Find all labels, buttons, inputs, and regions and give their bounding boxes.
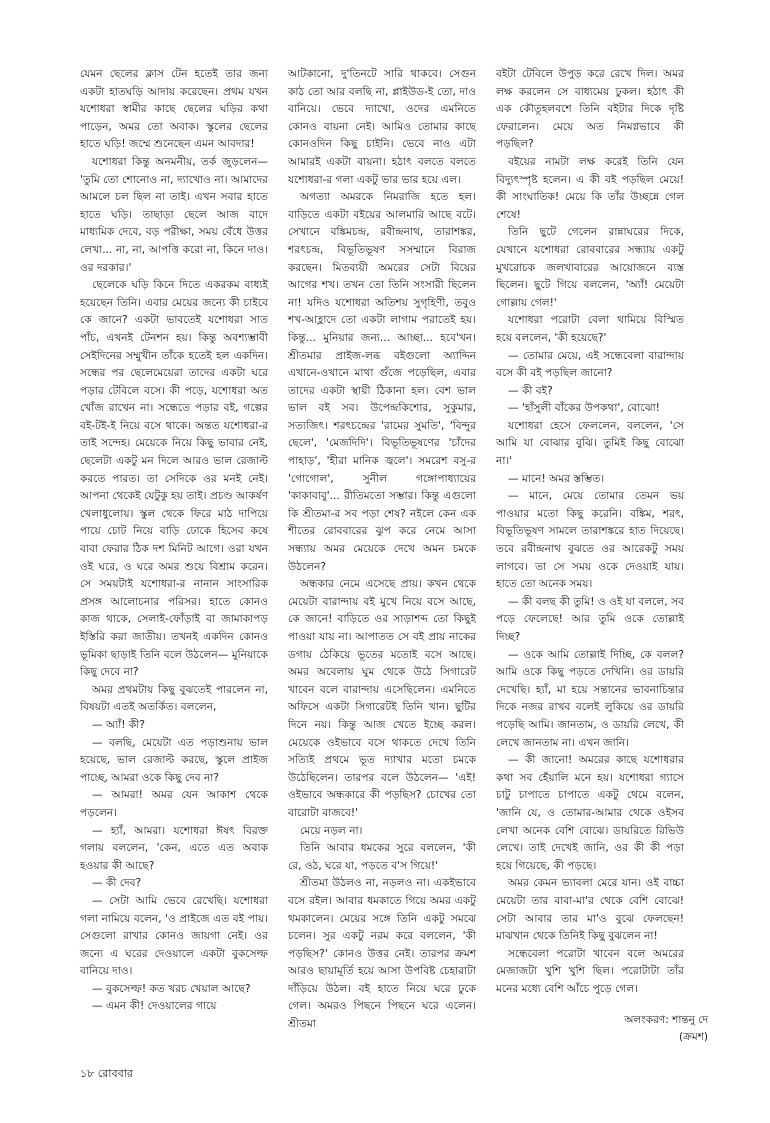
paragraph: — বুকসেল্ফ! কত খরচ খেয়াল আছে? — [92, 982, 251, 995]
paragraph: যেমন ছেলের ক্লাস টেন হতেই তার জন্য একটা হাতঘড়ি আদায় করেছেন। প্রথম যখন যশোধরা স্বামীর কাছে ছেলের ঘড়ির কথা পাড়েন, অমর তো অবাক। স্কুলের ছেলের হাতে ঘড়ি! জম্মে শুনেছেন এমন আবদার! — [80, 68, 268, 151]
paragraph: সন্ধেবেলা পরোটা খাবেন বলে অমরের মেজাজটা খুশি খুশি ছিল। পরোটাটা তাঁর মনের মধ্যে বেশি আঁচে পুড়ে গেল। — [496, 947, 684, 995]
paragraph: অন্ধকার নেমে এসেছে প্রায়। কখন থেকে মেয়েটা বারান্দায় বই মুখে নিয়ে বসে আছে, কে জানে! বাড়িতে ওর সাড়াশব্দ তো কিছুই পাওয়া যায় না। আপাতত সে বই প্রায় নাকের ডগায় ঠেকিয়ে ভূতের মতোই বসে আছে। অমর অবেলায় ঘুম থেকে উঠে সিগারেট খাবেন বলে বারান্দায় এসেছিলেন। এমনিতে অফিসে একটা সিগারেটই তিনি খান। ছুটির দিনে নয়। কিন্তু আজ খেতে ইচ্ছে করল। মেয়েকে ওইভাবে বসে থাকতে দেখে তিনি সত্যিই প্রথমে ভূত দ্যাখার মতো চমকে উঠেছিলেন। তারপর বলে উঠলেন— 'এই! ওইভাবে অন্ধকারে কী পড়ছিস? চোখের তো বারোটা বাজবে!' — [288, 578, 476, 819]
paragraph: — ওকে আমি তোল্লাই দিচ্ছি, কে বলল? আমি ওকে কিছু পড়তে দেখিনি। ওর ডায়রি দেখেছি। হ্যাঁ, মা হয়ে সন্তানের ভাবনাচিন্তার দিকে নজর রাখব বলেই লুকিয়ে ওর ডায়রি পড়েছি আমি। জানতাম, ও ডায়রি লেখে, কী লেখে জানতাম না। এখন জানি। — [496, 648, 684, 749]
paragraph: যশোধরা কিন্তু অনমনীয়, তর্ক জুড়লেন— 'তুমি তো শোনোও না, দ্যাখোও না। আমাদের আমলে চল ছিল না তাই। এখন সবার হাতে হাতে ঘড়ি। তাছাড়া ছেলে আজ বাদে মাধ্যমিক দেবে, বড় পরীক্ষা, সময় বেঁধে উত্তর লেখা... না, না, আপত্তি করো না, কিনে দাও। ওর দরকার।' — [80, 155, 268, 274]
paragraph: — তোমার মেয়ে, এই সন্ধেবেলা বারান্দায় বসে কী বই পড়ছিল জানো? — [496, 349, 684, 380]
paragraph: — সেটা আমি ভেবে রেখেছি। যশোধরা গলা নামিয়ে বলেন, 'ও প্রাইজে এত বই পায়। সেগুলো রাখার কোনও জায়গা নেই। ওর জন্যে এ ঘরের দেওয়ালে একটা বুকসেল্ফ বানিয়ে দাও। — [80, 894, 268, 978]
paragraph: — 'হাঁসুলী বাঁকের উপকথা', বোঝো! — [508, 402, 660, 415]
column-1 — [80, 66, 268, 1013]
paragraph: তিনি আবার ধমকের সুরে বললেন, 'কী রে, ওঠ, ঘরে যা, পড়তে ব'স গিয়ে!' — [288, 842, 476, 872]
paragraph: অমর প্রথমটায় কিছু বুঝতেই পারলেন না, বিষয়টা এতই অতর্কিত। বললেন, — [80, 683, 268, 714]
paragraph: মেয়ে নড়ল না। — [300, 824, 363, 837]
paragraph: ছেলেকে ঘড়ি কিনে দিতে একরকম বাধ্যই হয়েছেন তিনি। এবার মেয়ের জন্যে কী চাইবে কে জানে? একটা ভাবতেই যশোধরা সাত পাঁচ, এখনই টেনশন হয়। কিন্তু অবশ্যম্ভাবী সেইদিনের সম্মুখীন তাঁকে হতেই হল একদিন। সন্ধের পর ছেলেমেয়েরা তাদের একটা ঘরে পড়ার টেবিলে বসে। কী পড়ে, যশোধরা অত খোঁজ রাখেন না। সন্ধেতে পড়ার বই, গল্পের বই-টই-ই নিয়ে বসে থাকে। অন্তত যশোধরা-র তাই সন্দেহ। মেয়েকে নিয়ে কিছু ভাবার নেই, ছেলেটা একটু মন দিলে আরও ভাল রেজাল্ট করতে পারত। তা সেদিকে ওর মনই নেই। আপনা থেকেই যেটুকু হয় তাই। প্রচণ্ড আকর্ষণ খেলাধুলোয়। স্কুল থেকে ফিরে মাঠ দাপিয়ে পায়ে চোট নিয়ে বাড়ি ঢোকে হিসেব কষে বাবা ফেরার ঠিক দশ মিনিট আগে। ওরা যখন ওই ঘরে, ও ঘরে অমর শুয়ে বিশ্রাম করেন। সে সময়টাই যশোধরা-র নানান সাংসারিক প্রসঙ্গ আলোচনার পরিসর। হাতে কোনও কাজ থাকে, সেলাই-ফোঁড়াই বা জামাকাপড় ইস্তিরি করা জাতীয়। তখনই একদিন কোনও ভূমিকা ছাড়াই তিনি বলে উঠলেন— মুনিয়াকে কিছু দেবে না? — [80, 279, 268, 679]
paragraph: — এমন কী! দেওয়ালের গায়ে — [92, 1000, 217, 1013]
paragraph: — মানে! অমর স্তম্ভিত। — [508, 472, 605, 485]
paragraph: — বলছি, মেয়েটা এত পড়াশুনায় ভাল হয়েছে, ভাল রেজাল্ট করছে, স্কুলে প্রাইজ পাচ্ছে, আমরা ওকে কিছু দেব না? — [80, 736, 268, 784]
illustrator-name: অলংকরণ: শান্তনু দে — [624, 1014, 708, 1026]
paragraph: শ্রীতমা উঠলও না, নড়লও না। একইভাবে বসে রইল। আবার ধমকাতে গিয়ে অমর একটু থমকালেন। মেয়ের সঙ্গে তিনি একটু সমঝে চলেন। সুর একটু নরম করে বললেন, 'কী পড়ছিস?' কোনও উত্তর নেই। তারপর ক্রমশ আরও ছায়ামূর্তি হয়ে আসা উপবিষ্ট চেহারাটা দাঁড়িয়ে উঠল। বই হাতে নিয়ে ঘরে ঢুকে গেল। অমরও পিছনে পিছনে ঘরে এলেন। শ্রীতমা — [288, 877, 476, 1031]
paragraph: — মানে, মেয়ে তোমার তেমন ভয় পাওয়ার মতো কিছু করেনি। বঙ্কিম, শরৎ, বিভূতিভূষণ সামলে তারাশঙ্করে হাত দিয়েছে। তবে রবীন্দ্রনাথ বুঝতে ওর আরেকটু সময় লাগবে। তা সে সময় ওকে দেওয়াই যায়। হাতে তো অনেক সময়। — [496, 490, 684, 591]
column-2 — [288, 66, 476, 1031]
paragraph: অগত্যা অমরকে নিমরাজি হতে হল। বাড়িতে একটা বইয়ের আলমারি আছে বটে। সেখানে বঙ্কিমচন্দ্র, রবীন্দ্রনাথ, তারাশঙ্কর, শরৎচন্দ্র, বিভূতিভূষণ সসম্মানে বিরাজ করছেন। মিতব্যয়ী অমরের সেটা বিয়ের আগের শখ। তখন তো তিনি সংসারী ছিলেন না! যদিও যশোধরা অতিশয় সুগৃহিণী, তবুও শখ-আহ্লাদে তো একটা লাগাম পরাতেই হয়। কিন্তু... মুনিয়ার জন্য... আচ্ছা... হবে'খন। শ্রীতমার প্রাইজ-লব্ধ বইগুলো অ্যাদ্দিন এখানে-ওখানে মাথা গুঁজে পড়েছিল, এবার তাদের একটা স্থায়ী ঠিকানা হল। বেশ ভাল ভাল বই সব। উপেন্দ্রকিশোর, সুকুমার, সত্যজিৎ। শরৎচন্দ্রের 'রামের সুমতি', 'বিন্দুর ছেলে', 'মেজদিদি'। বিভূতিভূষণের 'চাঁদের পাহাড়', 'হীরা মানিক জ্বলে'। সমরেশ বসু-র 'গোগোল', সুনীল গঙ্গোপাধ্যায়ের 'কাকাবাবু'... রীতিমতো সম্ভার। কিন্তু এগুলো কি শ্রীতমা-র সব পড়া শেষ? নইলে কেন এক শীতের রোববারের ঝুপ করে নেমে আসা সন্ধ্যায় অমর মেয়েকে দেখে অমন চমকে উঠলেন? — [288, 191, 476, 573]
paragraph: — হ্যাঁ, আমরা। যশোধরা ঈষৎ বিরক্ত গলায় বললেন, 'কেন, এতে এত অবাক হওয়ার কী আছে? — [80, 824, 268, 872]
paragraph: বইয়ের নামটা লক্ষ করেই তিনি যেন বিদ্যুৎস্পৃষ্ট হলেন। এ কী বই পড়ছিল মেয়ে! কী সাংঘাতিক! মেয়ে কি তাঁর উচ্ছন্নে গেল শেষে! — [496, 155, 684, 221]
paragraph: — আমরা! অমর যেন আকাশ থেকে পড়লেন। — [80, 789, 268, 819]
paragraph: অমর কেমন ভ্যাবলা মেরে যান। ওই বাচ্চা মেয়েটা তার বাবা-মা'র থেকে বেশি বোঝে! সেটা আবার তার মা'ও বুঝে ফেলছেন! মাঝখান থেকে তিনিই কিছু বুঝলেন না! — [496, 877, 684, 943]
paragraph: যশোধরা পরোটা বেলা থামিয়ে বিস্মিত হয়ে বললেন, 'কী হয়েছে?' — [496, 314, 684, 344]
paragraph: আটকানো, দু'তিনটে সারি থাকবে। সেগুন কাঠ তো আর বলছি না, প্লাইউড-ই তো, দাও বানিয়ে। ভেবে দ্যাখো, ওদের এমনিতে কোনও বায়না নেই। আমিও তোমার কাছে কোনওদিন কিছু চাইনি। ভেবে নাও এটা আমারই একটা বায়না। হঠাৎ বলতে বলতে যশোধরা-র গলা একটু ভার ভার হয়ে এল। — [288, 68, 476, 186]
paragraph: তিনি ছুটে গেলেন রান্নাঘরের দিকে, যেখানে যশোধরা রোববারের সন্ধ্যায় একটু মুখরোচক জলখাবারের আয়োজনে ব্যস্ত ছিলেন। ছুটে গিয়ে বললেন, 'অ্যাঁ! মেয়েটা গোল্লায় গেল!' — [496, 226, 684, 309]
paragraph: — কী জানো! অমরের কাছে যশোধরার কথা সব হেঁয়ালি মনে হয়। যশোধরা গ্যাসে চাটু চাপাতে চাপাতে একটু থেমে বলেন, 'জানি যে, ও তোমার-আমার থেকে ওইসব লেখা অনেক বেশি বোঝে। ডায়রিতে রিভিউ লেখে। তাই দেখেই জানি, ওর কী কী পড়া হয়ে গিয়েছে, কী পড়ছে। — [496, 754, 684, 872]
column-3 — [496, 66, 684, 996]
paragraph: বইটা টেবিলে উপুড় করে রেখে দিল। অমর লক্ষ করলেন সে বাধ্যমেয় ঢুকল। হঠাৎ কী এক কৌতূহলবশে তিনি বইটার দিকে দৃষ্টি ফেরালেন। মেয়ে অত নিমগ্নভাবে কী পড়ছিল? — [496, 68, 684, 151]
continued-note: (ক্রমশ) — [678, 1031, 708, 1043]
paragraph: — কী বই? — [508, 384, 553, 397]
paragraph: — কী দেব? — [92, 877, 142, 890]
paragraph: — অ্যাঁ! কী? — [92, 718, 145, 731]
paragraph: — কী বলছ কী তুমি! ও ওই যা বললে, সব পড়ে ফেলেছে! আর তুমি ওকে তোল্লাই দিচ্ছ? — [496, 595, 684, 643]
page-folio: ১৮ রোববার — [80, 1067, 133, 1080]
illustration-credit — [508, 1012, 708, 1046]
paragraph: যশোধরা হেসে ফেললেন, বললেন, 'সে আমি যা বোঝার বুঝি। তুমিই কিছু বোঝো না।' — [496, 419, 684, 468]
